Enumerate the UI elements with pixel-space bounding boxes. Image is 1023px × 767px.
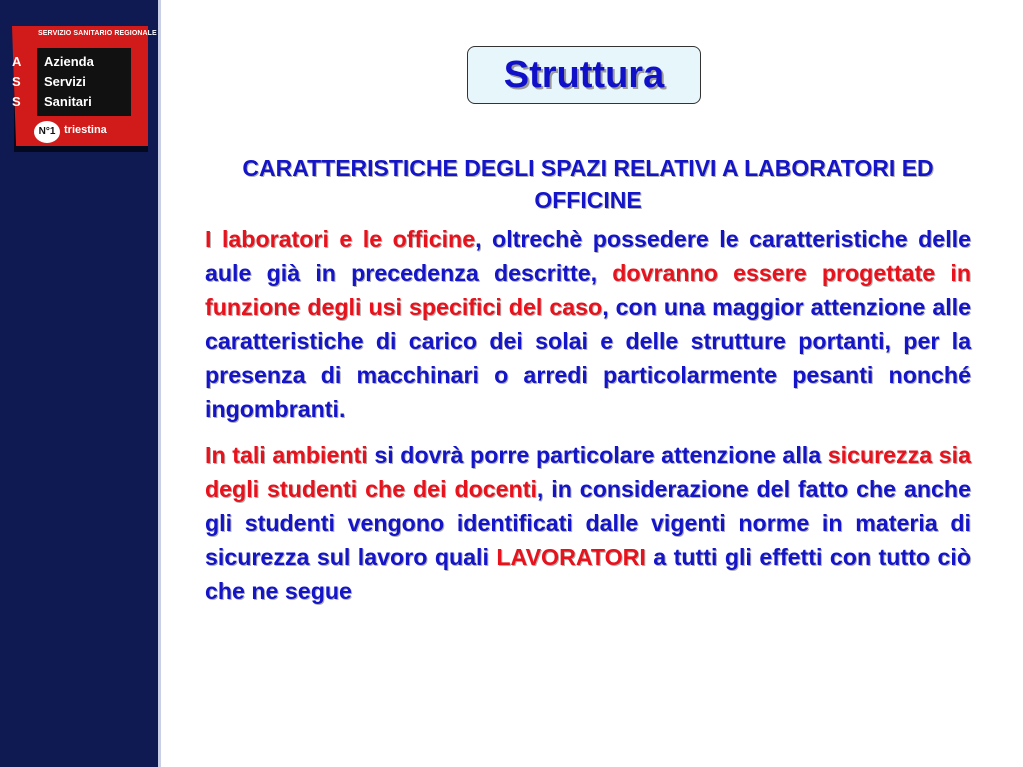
logo-number-badge: N°1 [34,121,60,143]
sidebar-edge-line [158,0,161,767]
logo-letter-a: A [12,54,22,69]
paragraph-1-highlight-2: dovranno essere progettate in funzione degli usi specifici del caso [205,260,972,320]
paragraph-2-highlight-1: In tali ambienti [205,442,368,468]
paragraph-2-text-2: , in considerazione del fatto che anche gli studenti vengono identificati dalle vigenti norme in materia di sicurezza sul lavoro quali [205,476,971,570]
paragraph-2-highlight-2: sicurezza sia degli studenti che dei docenti [205,442,971,502]
title-box [467,46,701,104]
logo-words [44,52,134,112]
logo-word-sanitari: Sanitari [44,94,92,109]
logo-city: triestina [64,124,107,136]
logo-top-banner: SERVIZIO SANITARIO REGIONALE [38,30,157,37]
slide-title: Struttura [503,54,665,96]
paragraph-2-highlight-3: LAVORATORI [496,544,646,570]
ass-logo [8,26,157,152]
paragraph-1-text-1: , oltrechè possedere le caratteristiche delle aule già in precedenza descritte, [205,226,971,286]
paragraph-2-text-3: a tutti gli effetti con tutto ciò che ne segue [205,544,971,604]
slide-content [205,152,971,620]
logo-letters [12,52,34,112]
paragraph-2-text-1: si dovrà porre particolare attenzione alla [367,442,828,468]
logo-letter-s2: S [12,94,21,109]
section-heading: CARATTERISTICHE DEGLI SPAZI RELATIVI A LABORATORI ED OFFICINE [242,155,934,213]
paragraph-1-highlight-1: I laboratori e le officine [205,226,476,252]
logo-word-servizi: Servizi [44,74,86,89]
paragraph-1 [205,222,971,426]
logo-letter-s1: S [12,74,21,89]
logo-word-azienda: Azienda [44,54,94,69]
paragraph-2 [205,438,971,608]
paragraph-1-text-2: , con una maggior attenzione alle caratteristiche di carico dei solai e delle strutture portanti, per la presenza di macchinari o arredi particolarmente pesanti nonché ingombranti. [205,294,971,422]
